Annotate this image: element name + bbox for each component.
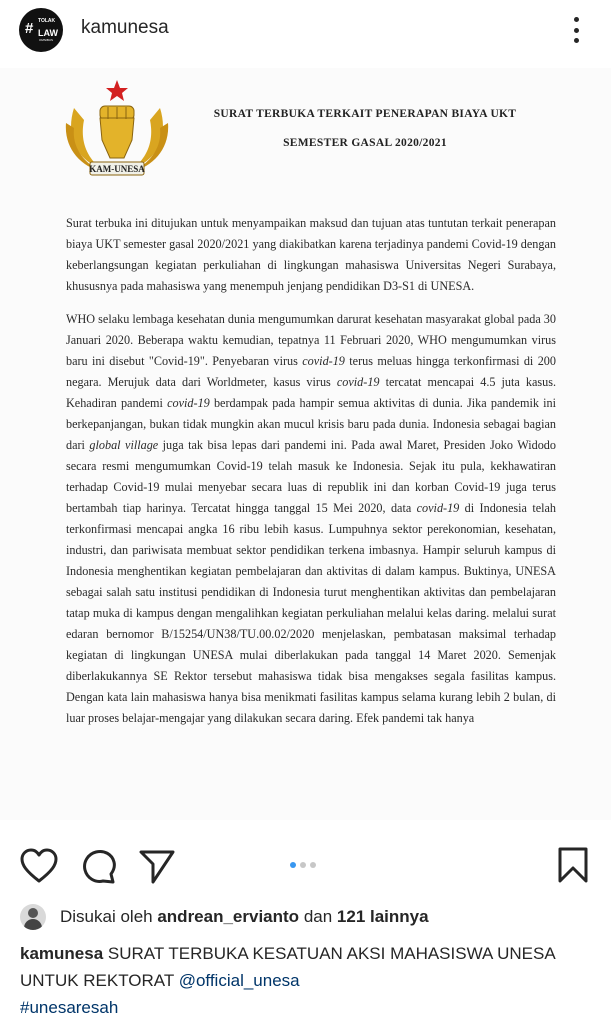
liker-username[interactable]: andrean_ervianto — [157, 907, 300, 926]
caption-mention[interactable]: @official_unesa — [178, 971, 300, 990]
profile-avatar[interactable] — [19, 8, 63, 52]
post-image[interactable] — [0, 68, 611, 820]
logo-label: KAM-UNESA — [89, 164, 145, 174]
paragraph-2-text: di Indonesia telah terkonfirmasi mencapai angka 16 ribu lebih kasus. Lumpuhnya sektor perekonomian, kesehatan, industri, dan pariwisata membuat sektor pendidikan terkena imbasnya. Hampir seluruh kampus di Indonesia menghentikan kegiatan pembelajaran dan aktivitas di dalam kampus. Buktinya, UNESA sebagai salah satu institusi pendidikan di Indonesia turut menghentikan aktivitas dan pembelajaran tatap muka di kampus dengan mengalihkan kegiatan perkuliahan melalui kelas daring. melalui surat edaran bernomor B/15254/UN38/TU.00.02/2020 menjelaskan, pembatasan maksimal terhadap kegiatan di lingkungan UNESA mulai diberlakukan pada tanggal 14 Maret 2020. Semenjak diberlakukannya SE Rektor tersebut mahasiswa tidak bisa mengakses segala fasilitas kampus. Dengan kata lain mahasiswa hanya bisa menikmati fasilitas kampus selama kurang lebih 2 bulan, di luar proses belajar-mengajar yang dilakukan secara daring. Efek pandemi tak hanya — [66, 501, 556, 725]
avatar-text-tolak: TOLAK — [38, 18, 56, 24]
avatar-text-omnibus: OMNIBUS — [39, 38, 54, 42]
likes-count[interactable]: 121 lainnya — [336, 907, 429, 926]
carousel-indicator — [290, 862, 316, 868]
document-body — [66, 213, 556, 729]
paragraph-2-text: juga tak bisa lepas dari pandemi ini. Pada awal Maret, Presiden Joko Widodo secara resmi mengumumkan Covid-19 telah masuk ke Indonesia. Sejak itu pula, kekhawatiran terhadap Covid-19 mulai menyebar secara luas di republik ini dan korban Covid-19 juga terus bertambah tiap harinya. Tercatat hingga tanggal 15 Mei 2020, data — [66, 438, 556, 515]
action-bar — [0, 840, 611, 892]
kam-unesa-logo — [62, 78, 172, 183]
caption-username[interactable]: kamunesa — [20, 944, 104, 963]
paragraph-2-text: terus meluas hingga terkonfirmasi di 200 negara. Merujuk data dari Worldmeter, kasus virus — [66, 354, 556, 389]
avatar-text-law: LAW — [38, 28, 58, 38]
post-header — [0, 0, 611, 58]
caption-hashtag[interactable]: #unesaresah — [20, 998, 119, 1017]
heart-icon[interactable] — [20, 848, 58, 884]
paragraph-2-text: berdampak pada hampir semua aktivitas di dunia. Jika pandemik ini berkepanjangan, bukan tidak mungkin akan mucul krisis baru pada dunia. Indonesia sebagai bagian dari — [66, 396, 556, 452]
post-caption — [20, 940, 595, 1021]
more-options-icon[interactable] — [572, 17, 580, 43]
likes-summary[interactable] — [20, 903, 429, 931]
paragraph-2-italic: covid-19 — [302, 354, 345, 368]
carousel-dot — [300, 862, 306, 868]
likes-prefix: Disukai oleh — [60, 907, 153, 926]
carousel-dot — [310, 862, 316, 868]
bookmark-icon[interactable] — [557, 846, 589, 884]
send-icon[interactable] — [138, 848, 176, 884]
document-paragraph-2 — [66, 309, 556, 729]
paragraph-2-italic: covid-19 — [167, 396, 210, 410]
caption-text: SURAT TERBUKA KESATUAN AKSI MAHASISWA UNESA UNTUK REKTORAT — [20, 944, 555, 990]
carousel-dot-active — [290, 862, 296, 868]
document-paragraph-1: Surat terbuka ini ditujukan untuk menyampaikan maksud dan tujuan atas tuntutan terkait penerapan biaya UKT semester gasal 2020/2021 yang diakibatkan karena terjadinya pandemi Covid-19 dengan keberlangsungan kegiatan perkuliahan di lingkungan mahasiswa Universitas Negeri Surabaya, khususnya pada mahasiswa yang menempuh jenjang pendidikan D3-S1 di UNESA. — [66, 216, 556, 293]
paragraph-2-text: tercatat mencapai 4.5 juta kasus. Kehadiran pandemi — [66, 375, 557, 410]
paragraph-2-text: WHO selaku lembaga kesehatan dunia mengumumkan darurat kesehatan masyarakat global pada 30 Januari 2020. Beberapa waktu kemudian, tepatnya 11 Februari 2020, WHO mengumumkan virus baru ini disebut "Covid-19". Penyebaran virus — [66, 312, 556, 368]
paragraph-2-italic: covid-19 — [336, 375, 380, 389]
liker-avatar[interactable] — [20, 904, 46, 930]
document-title-line1: SURAT TERBUKA TERKAIT PENERAPAN BIAYA UKT — [213, 108, 517, 120]
paragraph-2-italic: covid-19 — [416, 501, 460, 515]
comment-icon[interactable] — [81, 848, 117, 884]
document-title-line2: SEMESTER GASAL 2020/2021 — [283, 137, 447, 149]
post-username[interactable]: kamunesa — [81, 17, 169, 38]
avatar-hash: # — [25, 20, 34, 37]
likes-middle: dan — [303, 907, 333, 926]
paragraph-2-italic: global village — [89, 438, 159, 452]
